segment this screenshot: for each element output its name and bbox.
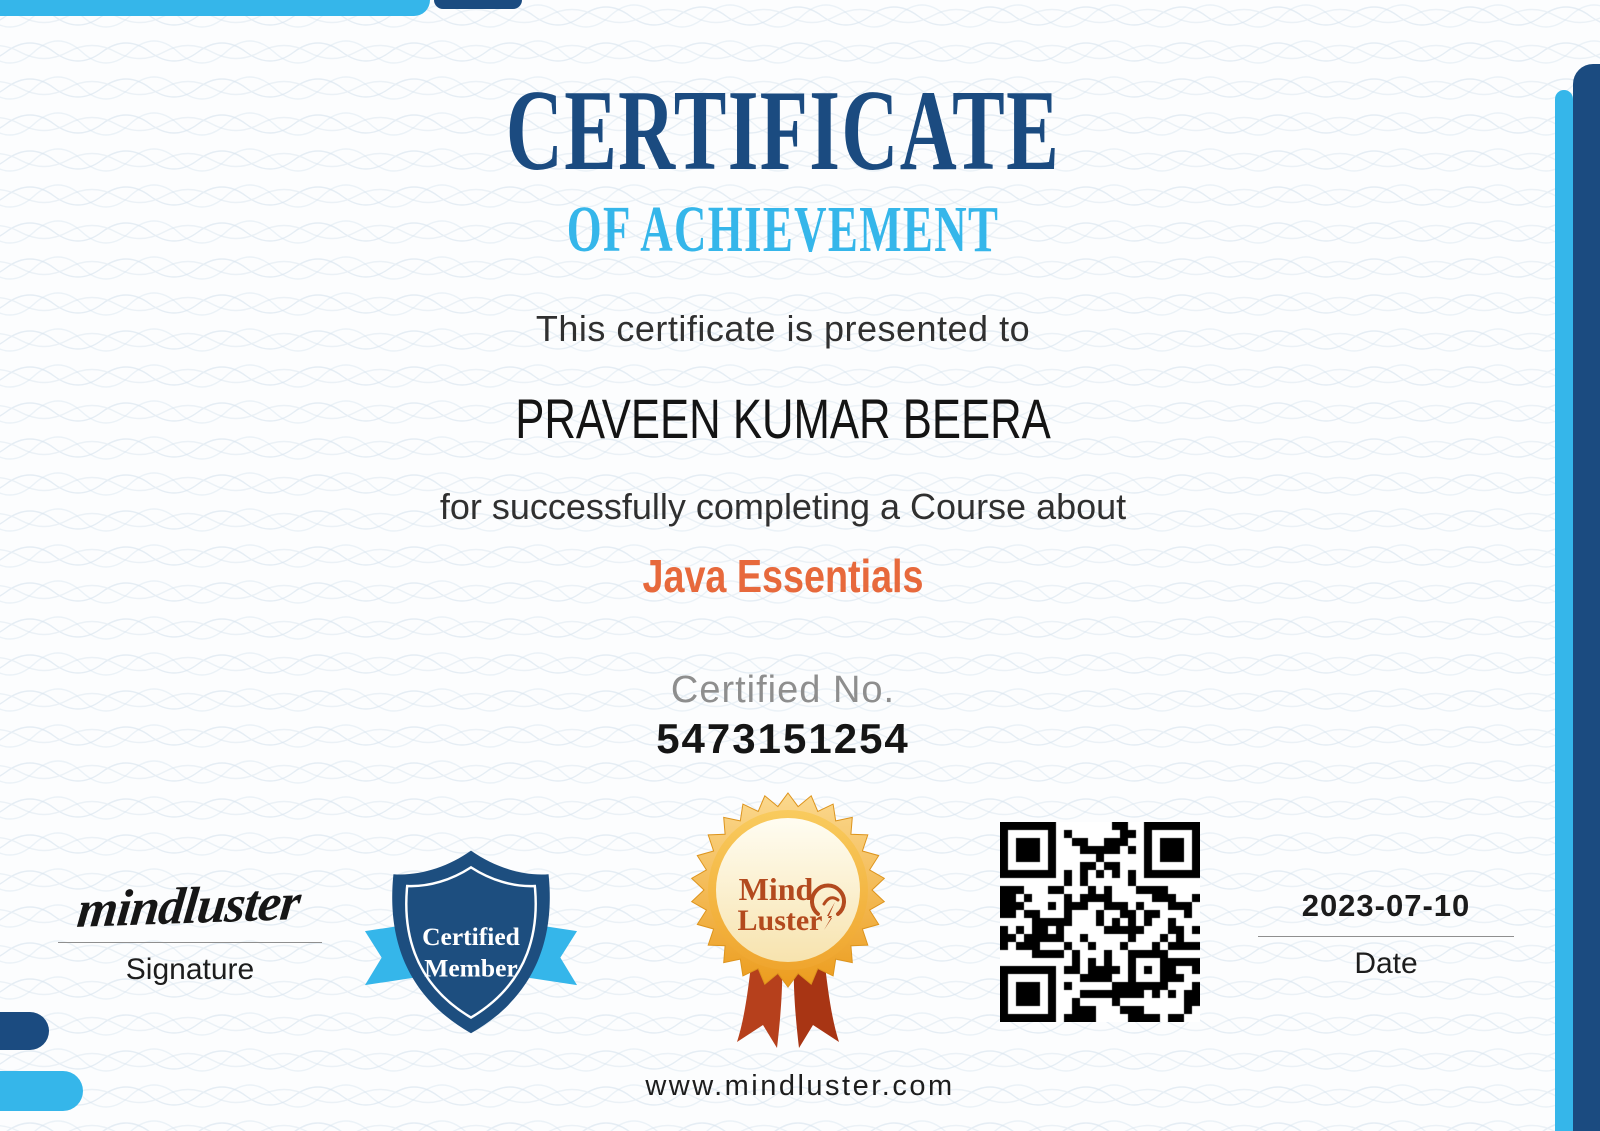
certificate-subtitle: OF ACHIEVEMENT (566, 193, 1000, 266)
certified-no-value: 5473151254 (656, 715, 910, 762)
date-label: Date (1354, 947, 1418, 980)
website-url: www.mindluster.com (645, 1070, 955, 1102)
date-value: 2023-07-10 (1301, 888, 1471, 923)
signature-script: mindluster (74, 874, 303, 939)
certified-no-label: Certified No. (670, 669, 896, 711)
date-block (1246, 888, 1526, 981)
course-name: Java Essentials (642, 550, 924, 602)
certificate-title: CERTIFICATE (505, 67, 1061, 195)
signature-block (40, 852, 340, 987)
signature-label: Signature (125, 953, 255, 986)
date-line (1258, 936, 1514, 937)
decor-right-bar-navy (1573, 64, 1600, 1131)
medal-text-line1: Mind (738, 871, 814, 907)
badge-text-line2: Member (424, 953, 518, 983)
decor-top-bar-lightblue (0, 0, 430, 16)
decor-right-bar-lightblue (1555, 90, 1573, 1131)
decor-top-bar-navy (434, 0, 522, 9)
certified-member-badge (363, 838, 579, 1042)
badge-text-line1: Certified (422, 921, 520, 951)
presented-line: This certificate is presented to (535, 308, 1031, 349)
mindluster-medal (688, 788, 888, 1068)
medal-text-line2: Luster (737, 904, 823, 937)
qr-code (1000, 822, 1200, 1022)
signature-line (58, 942, 322, 943)
decor-bottom-left-pill-navy (0, 1012, 49, 1050)
recipient-name: PRAVEEN KUMAR BEERA (515, 387, 1051, 450)
completion-line: for successfully completing a Course about (439, 486, 1127, 527)
